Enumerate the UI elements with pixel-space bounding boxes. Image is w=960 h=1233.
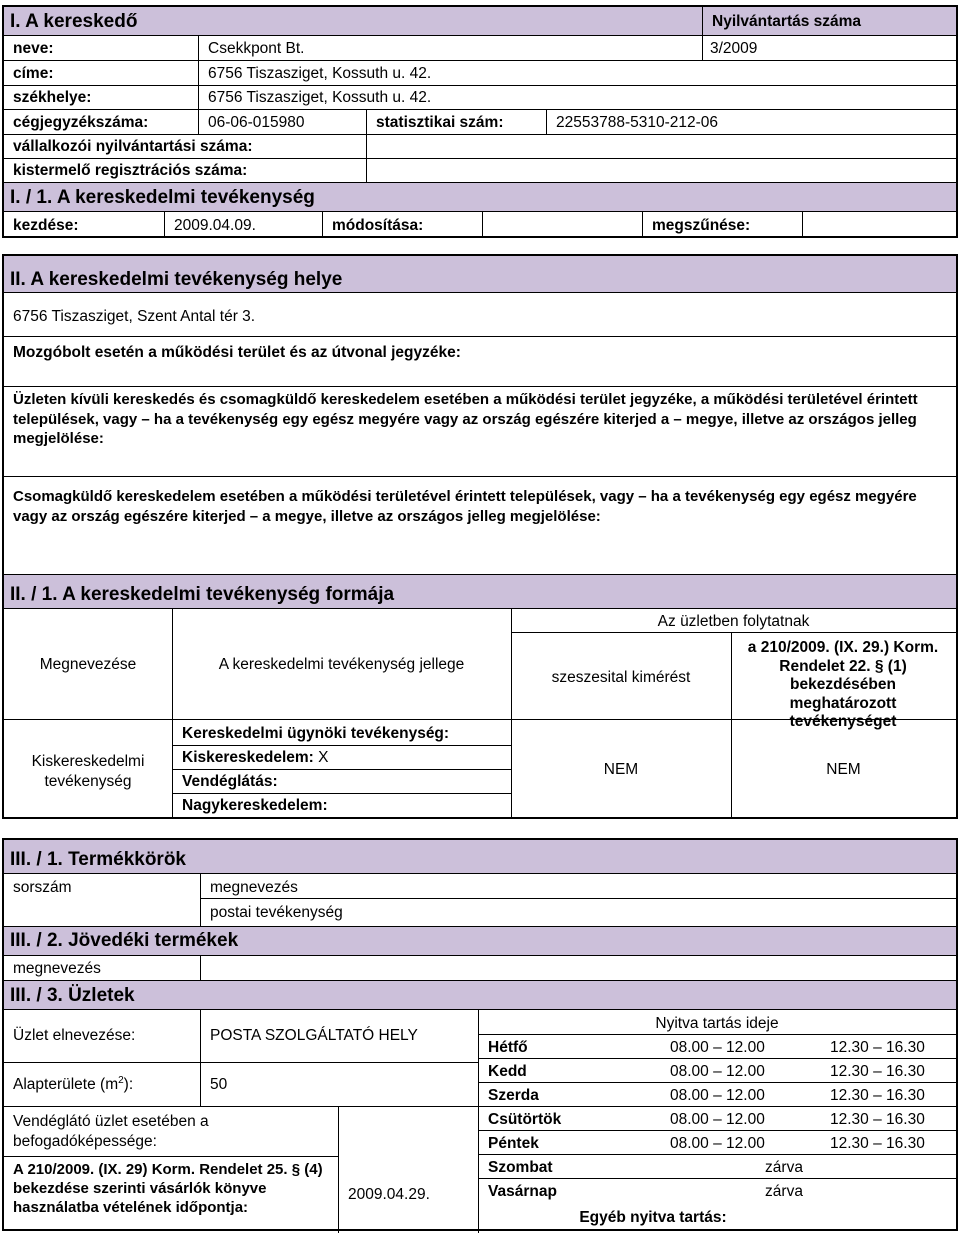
seat-label: székhelye: [13, 89, 92, 106]
excise-name-label: megnevezés [13, 960, 101, 977]
stat-value: 22553788-5310-212-06 [556, 114, 719, 131]
stat-label: statisztikai szám: [376, 114, 504, 131]
company-no-value: 06-06-015980 [208, 114, 305, 131]
name-label: neve: [13, 40, 54, 57]
shops-header [4, 981, 956, 1009]
reg-number-label: Nyilvántartás száma [712, 13, 862, 30]
hours-day: Szerda [488, 1087, 539, 1104]
entrepreneur-label: vállalkozói nyilvántartási száma: [13, 138, 253, 155]
hours-morning: 08.00 – 12.00 [670, 1135, 765, 1152]
address-label: címe: [13, 65, 54, 82]
start-label: kezdése: [13, 217, 79, 234]
hours-afternoon: 12.30 – 16.30 [830, 1111, 925, 1128]
hours-morning: 08.00 – 12.00 [670, 1039, 765, 1056]
col-name-header: Megnevezése [39, 656, 137, 673]
row-name: Kiskereskedelmi tevékenység [31, 753, 145, 791]
form-title: II. / 1. A kereskedelmi tevékenység formája [10, 584, 395, 605]
shop-name-label: Üzlet elnevezése: [13, 1027, 136, 1044]
complaint-book-date: 2009.04.29. [348, 1186, 430, 1203]
hours-title: Nyitva tartás ideje [655, 1015, 779, 1032]
products-name-label: megnevezés [210, 879, 298, 896]
hours-afternoon: 12.30 – 16.30 [830, 1039, 925, 1056]
offshop-text: Üzleten kívüli kereskedés és csomagküldő kereskedelem esetében a működési terület jegyzéke, a működési területével érintett települések, vagy – ha a tevékenység egy egész megyére vagy az ország egészére kiterjed a – megye, illetve az országos jelleg megjelölése: [13, 391, 918, 447]
alcohol-value: NEM [603, 761, 639, 778]
hours-day: Szombat [488, 1159, 553, 1176]
complaint-book-label: A 210/2009. (IX. 29) Korm. Rendelet 25. § (4) bekezdése szerinti vásárlók könyve használatba vételének időpontja: [13, 1161, 323, 1216]
decree-value: NEM [826, 761, 861, 778]
other-hours-label: Egyéb nyitva tartás: [579, 1209, 727, 1226]
start-value: 2009.04.09. [174, 217, 256, 234]
hours-morning: 08.00 – 12.00 [670, 1087, 765, 1104]
hours-afternoon: 12.30 – 16.30 [830, 1135, 925, 1152]
modified-label: módosítása: [332, 217, 424, 234]
company-no-label: cégjegyzékszáma: [13, 114, 149, 131]
products-title: III. / 1. Termékkörök [10, 849, 187, 870]
seat-value: 6756 Tiszasziget, Kossuth u. 42. [208, 89, 432, 106]
hours-afternoon: 12.30 – 16.30 [830, 1087, 925, 1104]
section-trader [2, 5, 958, 238]
product-value: postai tevékenység [210, 904, 343, 921]
col-nature-header: A kereskedelmi tevékenység jellege [218, 656, 465, 673]
shops-title: III. / 3. Üzletek [10, 985, 135, 1006]
nature-retail [182, 750, 329, 766]
hours-afternoon: 12.30 – 16.30 [830, 1063, 925, 1080]
hours-closed: zárva [765, 1183, 803, 1200]
section-products [2, 838, 958, 1231]
section-place [2, 254, 958, 819]
address-value: 6756 Tiszasziget, Kossuth u. 42. [208, 65, 432, 82]
nature-retail-value: X [313, 749, 329, 766]
hours-day: Vasárnap [488, 1183, 557, 1200]
name-value: Csekkpont Bt. [208, 40, 305, 57]
mail-order-text: Csomagküldő kereskedelem esetében a működési területével érintett települések, vagy – ha a tevékenység egy egész megyére vagy az ország egészére kiterjed – a megye, illetve az országos jelleg megjelölése: [13, 488, 917, 525]
reg-number-value: 3/2009 [710, 40, 758, 57]
col-shop-header: Az üzletben folytatnak [657, 613, 810, 630]
hours-day: Péntek [488, 1135, 539, 1152]
hours-morning: 08.00 – 12.00 [670, 1111, 765, 1128]
hours-day: Kedd [488, 1063, 527, 1080]
capacity-label: Vendéglátó üzlet esetében a befogadóképessége: [13, 1113, 209, 1151]
col-alcohol-header: szeszesital kimérést [551, 669, 691, 686]
nature-agent: Kereskedelmi ügynöki tevékenység: [182, 725, 450, 742]
area-label: Alapterülete $(m^2)$: [13, 1075, 134, 1094]
hours-closed: zárva [765, 1159, 803, 1176]
hours-morning: 08.00 – 12.00 [670, 1063, 765, 1080]
excise-title: III. / 2. Jövedéki termékek [10, 930, 239, 951]
hours-day: Hétfő [488, 1039, 528, 1056]
end-label: megszűnése: [652, 217, 751, 234]
nature-catering: Vendéglátás: [182, 773, 278, 790]
shop-name-value: POSTA SZOLGÁLTATÓ HELY [210, 1027, 418, 1044]
mobile-shop-text: Mozgóbolt esetén a működési terület és az útvonal jegyzéke: [13, 344, 461, 361]
nature-retail-label: Kiskereskedelem: [182, 749, 314, 766]
col-decree-header: a 210/2009. (IX. 29.) Korm. Rendelet 22. § (1) bekezdésében meghatározott tevékenységet [747, 639, 939, 731]
hours-day: Csütörtök [488, 1111, 562, 1128]
serial-label: sorszám [13, 879, 72, 896]
area-value: 50 [210, 1076, 228, 1093]
nature-wholesale: Nagykereskedelem: [182, 797, 328, 814]
activity-title: I. / 1. A kereskedelmi tevékenység [10, 187, 315, 208]
place-address: 6756 Tiszasziget, Szent Antal tér 3. [13, 308, 256, 325]
producer-label: kistermelő regisztrációs száma: [13, 162, 248, 179]
place-title: II. A kereskedelmi tevékenység helye [10, 269, 343, 290]
trader-title: I. A kereskedő [10, 11, 138, 32]
